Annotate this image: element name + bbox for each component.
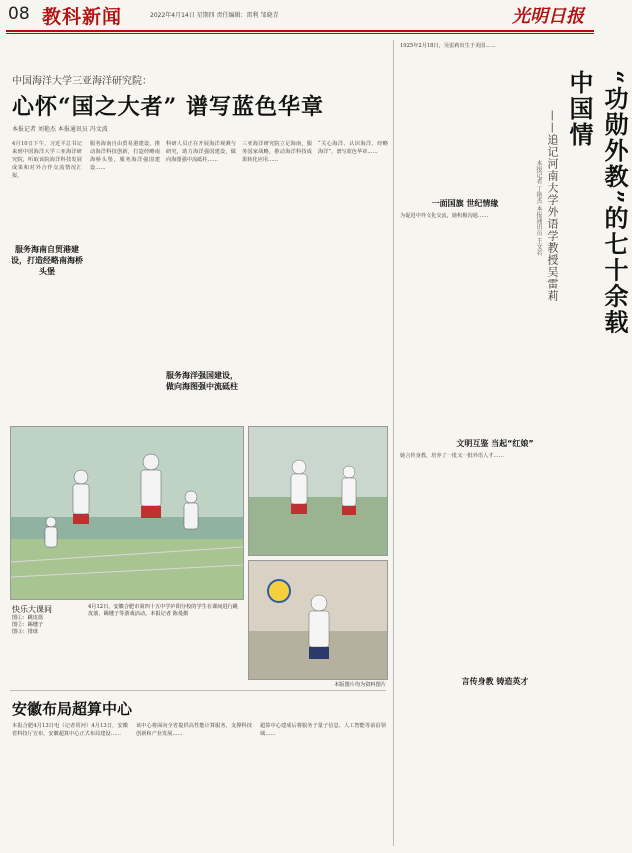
article3-rule	[10, 690, 386, 691]
photo-label-item-1: 图①：跳皮筋	[12, 615, 44, 621]
article2-subhead-1: 一面国旗 世纪情缘	[431, 199, 499, 208]
article3-column-2	[136, 722, 252, 846]
article1-headline: 心怀“国之大者” 谱写蓝色华章	[12, 94, 324, 120]
article1-subtitle: 中国海洋大学三亚海洋研究院：	[12, 76, 152, 87]
photo-1-image	[11, 427, 243, 599]
column-divider	[393, 40, 394, 846]
article1-col5-text: “关心海洋、认识海洋、经略海洋”，谱写蓝色华章……	[318, 141, 388, 155]
article2-vertical-byline: 本报记者 丁艳杰 本报通讯员 王文若	[535, 160, 542, 256]
article2-intro	[400, 42, 544, 132]
article2-column-3	[400, 452, 590, 672]
article2-column-4	[400, 690, 590, 846]
article2-col2-text: 为促进中外文化交流，她积极沟通……	[400, 213, 489, 219]
article2-vertical-title: “功勋外教”的七十余载中国情	[565, 70, 629, 336]
photo-label-title: 快乐大课间	[12, 605, 52, 614]
article2-column-2	[400, 330, 590, 430]
article1-col3-text: 科研人员正在开展海洋观测与研究，助力海洋强国建设，做向海图强中流砥柱……	[166, 141, 236, 163]
page-number: 08	[8, 4, 30, 24]
article2-subhead-2: 文明互鉴 当起“红娘”	[456, 439, 534, 448]
photo-2-image	[249, 427, 387, 555]
article1-col1-text: 4月10日下午，习近平总书记来到中国海洋大学三亚海洋研究院，听取该院海洋科技发展成果和对外合作交流情况汇报。	[12, 141, 82, 179]
article3-column-3	[260, 722, 386, 846]
article1-column-2	[90, 140, 160, 412]
article2-col3-text: 她言传身教，培养了一批又一批外语人才……	[400, 453, 504, 459]
photo-3	[248, 560, 388, 680]
photo-label	[12, 604, 82, 636]
header-rule-thin	[6, 33, 594, 34]
article2-subhead-3: 言传身教 铸造英才	[461, 677, 529, 686]
article1-subhead-2: 服务海洋强国建设，做向海图强中流砥柱	[166, 371, 238, 391]
photo-2	[248, 426, 388, 556]
photo-label-item-2: 图②：踢毽子	[12, 622, 44, 628]
photo-label-item-3: 图③：排球	[12, 629, 38, 635]
header-rule	[6, 30, 594, 32]
photo-credit: 本版图片均为资料图片	[334, 682, 386, 688]
article2-col1-text: 1925年2月18日，吴雷莉出生于美国……	[400, 43, 496, 49]
article3-headline: 安徽布局超算中心	[12, 700, 133, 718]
newspaper-logo: 光明日报	[512, 6, 584, 27]
article3-col2-text: 该中心将面向全省提供高性能计算服务，支撑科技创新和产业发展……	[136, 723, 252, 737]
section-title: 教科新闻	[42, 6, 123, 28]
article1-col2-text: 服务海南自由贸易港建设，推动海洋科技创新，打造经略南海桥头堡，服务海洋强国建设……	[90, 141, 160, 171]
article1-col4-text: 三亚海洋研究院立足海南，服务国家战略，推动海洋科技成果转化应用……	[242, 141, 312, 163]
article3-col3-text: 超算中心建成后将服务于量子信息、人工智能等前沿领域……	[260, 723, 386, 737]
article1-column-5	[318, 140, 388, 412]
article3-column-1	[12, 722, 128, 846]
article1-column-4	[242, 140, 312, 412]
photo-caption: 4月12日，安徽合肥市第四十五中学庐阳分校的学生在课间进行跳皮筋、踢毽子等游戏活动。本报记者 陈曼摄	[88, 604, 238, 617]
issue-meta: 2022年4月14日 星期四 责任编辑：雷利 邹晓青	[150, 12, 279, 19]
article3-col1-text: 本报合肥4月13日电（记者常河）4月13日，安徽省科技厅宣布，安徽超算中心正式布局建设……	[12, 723, 128, 737]
article1-byline: 本报记者 刘艳杰 本报通讯员 冯文波	[12, 126, 108, 133]
article2-vertical-subtitle: ——追记河南大学外语学教授吴雷莉	[546, 110, 559, 302]
article1-subhead-1: 服务海南自贸港建设，打造经略南海桥头堡	[11, 245, 83, 276]
photo-3-image	[249, 561, 387, 679]
photo-1	[10, 426, 244, 600]
